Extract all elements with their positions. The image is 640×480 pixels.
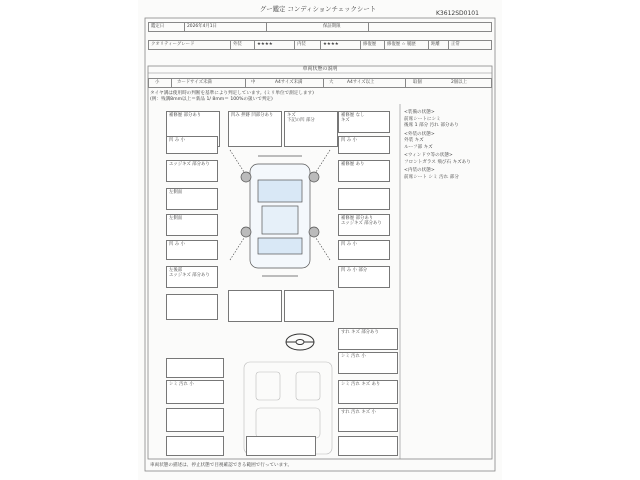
box-interior-2-text: シミ 汚れ 小 xyxy=(341,354,366,359)
steering-wheel-icon xyxy=(286,334,314,350)
box-left-4-text: 左側面 xyxy=(169,216,183,221)
grade-row xyxy=(148,40,492,50)
tire-label: 取個 xyxy=(413,80,422,85)
repair-label: 修復歴 xyxy=(363,42,377,47)
interior-label: 内装 xyxy=(297,42,306,47)
box-left-5 xyxy=(166,240,218,260)
box-interior-1-text: すれ キズ 部分あり xyxy=(341,330,379,335)
box-interior-left-a xyxy=(166,380,224,404)
note-4: <外装の状態> xyxy=(404,131,435,137)
box-front-right-top xyxy=(338,111,390,133)
note-9: <内装の状態> xyxy=(404,168,435,173)
size-legend-row xyxy=(148,78,492,88)
note-3: 後席 1 部分 汚れ 部分あり xyxy=(404,123,459,128)
expiry-label: 保証期限 xyxy=(323,24,341,29)
note-2: 前席シートにシミ xyxy=(404,116,441,122)
note-1: <装備の状態> xyxy=(404,110,435,115)
date-row xyxy=(148,22,492,32)
box-front-center-text: 凹み 押跡 凹部分あり xyxy=(231,113,274,118)
box-left-2-text: エッジキズ 部分あり xyxy=(169,162,210,167)
size-medium: 中 xyxy=(251,80,256,85)
odometer-value: 正常 xyxy=(451,42,460,47)
box-left-3 xyxy=(166,188,218,210)
note-7: <ウィンドウ等の状態> xyxy=(404,153,453,158)
size-large: 大 xyxy=(329,80,334,85)
size-small-desc: カードサイズ未満 xyxy=(177,80,212,85)
box-rear-center xyxy=(228,290,282,322)
box-rear-hatch xyxy=(284,290,334,322)
box-interior-2 xyxy=(338,352,398,374)
size-small: 小 xyxy=(155,80,160,85)
box-rear-left xyxy=(166,266,218,288)
box-hood-text: キズ 下記の凹 部分 xyxy=(287,113,315,123)
box-right-2 xyxy=(338,160,390,182)
box-interior-left-c xyxy=(166,436,224,456)
box-left-3-text: 左側面 xyxy=(169,190,183,195)
note-5: 外装 キズ xyxy=(404,138,424,143)
box-interior-center xyxy=(246,436,316,456)
box-interior-4 xyxy=(338,408,398,432)
box-right-4-text: 補修歴 部分あり エッジキズ 部分あり xyxy=(341,216,382,226)
section-title: 車両状態の説明 xyxy=(302,66,338,72)
box-rear-bumper-left xyxy=(166,294,218,320)
box-interior-3 xyxy=(338,380,398,404)
box-right-3 xyxy=(338,188,390,210)
box-right-5 xyxy=(338,240,390,260)
box-left-1-text: 凹 み 小 xyxy=(169,138,185,143)
box-front-center xyxy=(228,111,282,147)
size-medium-desc: A4サイズ未満 xyxy=(275,80,303,85)
box-left-5-text: 凹 み 小 xyxy=(169,242,185,247)
date-label: 鑑定日 xyxy=(151,24,165,29)
box-right-5-text: 凹 み 小 xyxy=(341,242,357,247)
box-interior-left-top xyxy=(166,358,224,378)
odometer-label: 距離 xyxy=(431,42,440,47)
box-rear-right xyxy=(338,266,390,288)
box-rear-right-text: 凹 み 小 部分 xyxy=(341,268,368,273)
box-interior-left-b xyxy=(166,408,224,432)
instruction-1: タイヤ溝は使用時の判断を基準により判定しています。(ミリ単位で測定します) xyxy=(150,91,314,96)
footer-note: 車両状態の描述は、停止状態で目視確認できる範囲で行っています。 xyxy=(150,463,293,468)
box-interior-left-a-text: シミ 汚れ 小 xyxy=(169,382,194,387)
car-top-view xyxy=(230,150,330,276)
quality-label: クオリティーグレード xyxy=(151,42,195,47)
box-interior-3-text: シミ 汚れ キズ あり xyxy=(341,382,381,387)
notes-column xyxy=(404,110,490,181)
box-front-left-text: 補修歴 部分あり xyxy=(169,113,202,118)
box-left-4 xyxy=(166,214,218,236)
box-left-2 xyxy=(166,160,218,182)
interior-stars: ★★★★ xyxy=(323,42,339,47)
box-right-4 xyxy=(338,214,390,236)
note-6: ルーフ部 キズ xyxy=(404,144,433,150)
box-front-right-2-text: 凹 み 小 xyxy=(341,138,357,143)
box-interior-1 xyxy=(338,328,398,350)
instruction-2: (例：残溝8mm以上＝新品 1/ 8mm＝ 100%の扱いで判定) xyxy=(150,97,273,102)
note-8: フロントガラス 飛び石 キズあり xyxy=(404,159,471,165)
tire-value: 2個以上 xyxy=(451,80,467,85)
sheet-title: グー鑑定 コンディションチェックシート xyxy=(259,5,377,13)
note-10: 前席シート シミ 汚れ 部分 xyxy=(404,174,459,180)
box-hood xyxy=(284,111,338,147)
size-large-desc: A4サイズ以上 xyxy=(347,80,375,85)
box-rear-left-text: 左後部 エッジキズ 部分あり xyxy=(169,268,210,278)
date-value: 2026年4月1日 xyxy=(187,24,217,29)
sheet-number: K3612SD0101 xyxy=(436,10,479,17)
repair-value: 修復歴 ☆ 履歴 xyxy=(387,42,416,47)
box-interior-5 xyxy=(338,436,398,456)
box-front-right-top-text: 補修歴 なし キズ xyxy=(341,113,365,123)
box-front-right-2 xyxy=(338,136,390,154)
box-right-2-text: 補修歴 あり xyxy=(341,162,365,167)
box-interior-4-text: すれ 汚れ キズ 小 xyxy=(341,410,376,415)
exterior-stars: ★★★★ xyxy=(257,42,273,47)
exterior-label: 外装 xyxy=(233,42,242,47)
box-left-1 xyxy=(166,136,218,154)
